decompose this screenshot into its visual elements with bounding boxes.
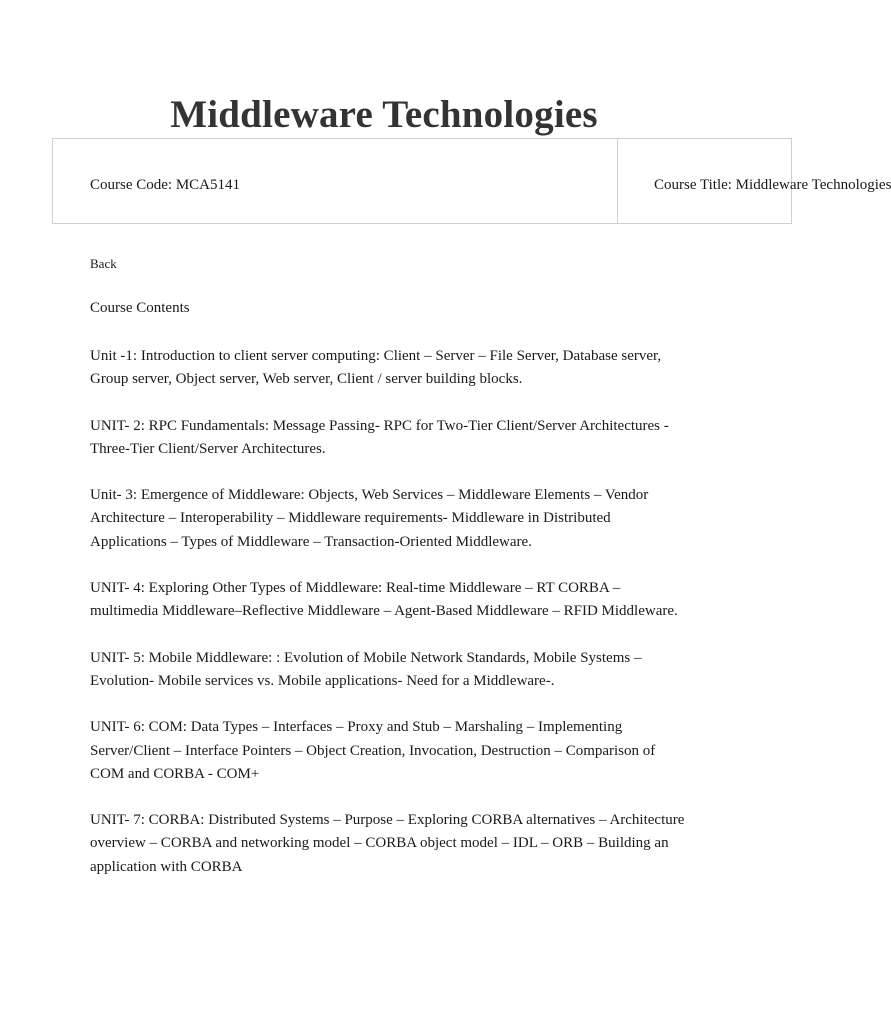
unit-4: UNIT- 4: Exploring Other Types of Middleware: Real-time Middleware – RT CORBA – multimedia Middleware–Reflective Middleware – Agent-Based Middleware – RFID Middleware.: [90, 580, 678, 620]
page-title: Middleware Technologies: [170, 93, 598, 136]
course-title: Course Title: Middleware Technologies: [654, 177, 891, 193]
unit-1: Unit -1: Introduction to client server computing: Client – Server – File Server, Database server, Group server, Object server, Web server, Client / server building blocks.: [90, 348, 662, 388]
unit-list: [90, 345, 688, 902]
unit-7: UNIT- 7: CORBA: Distributed Systems – Purpose – Exploring CORBA alternatives – Architecture overview – CORBA and networking model – CORBA object model – IDL – ORB – Building an application with CORBA: [90, 812, 685, 875]
unit-3: Unit- 3: Emergence of Middleware: Objects, Web Services – Middleware Elements – Vendor Architecture – Interoperability – Middleware requirements- Middleware in Distributed Applications – Types of Middleware – Transaction-Oriented Middleware.: [90, 487, 649, 550]
unit-5: UNIT- 5: Mobile Middleware: : Evolution of Mobile Network Standards, Mobile Systems – Evolution- Mobile services vs. Mobile applications- Need for a Middleware-.: [90, 649, 642, 689]
unit-6: UNIT- 6: COM: Data Types – Interfaces – Proxy and Stub – Marshaling – Implementing Server/Client – Interface Pointers – Object Creation, Invocation, Destruction – Comparison of COM and CORBA - COM+: [90, 719, 656, 782]
course-code: Course Code: MCA5141: [90, 177, 240, 193]
course-info-table: [52, 138, 891, 224]
unit-2: UNIT- 2: RPC Fundamentals: Message Passing- RPC for Two-Tier Client/Server Architectures - Three-Tier Client/Server Architectures.: [90, 417, 669, 457]
table-divider: [617, 139, 618, 223]
course-contents-heading: Course Contents: [90, 300, 190, 316]
back-link[interactable]: Back: [90, 256, 117, 271]
